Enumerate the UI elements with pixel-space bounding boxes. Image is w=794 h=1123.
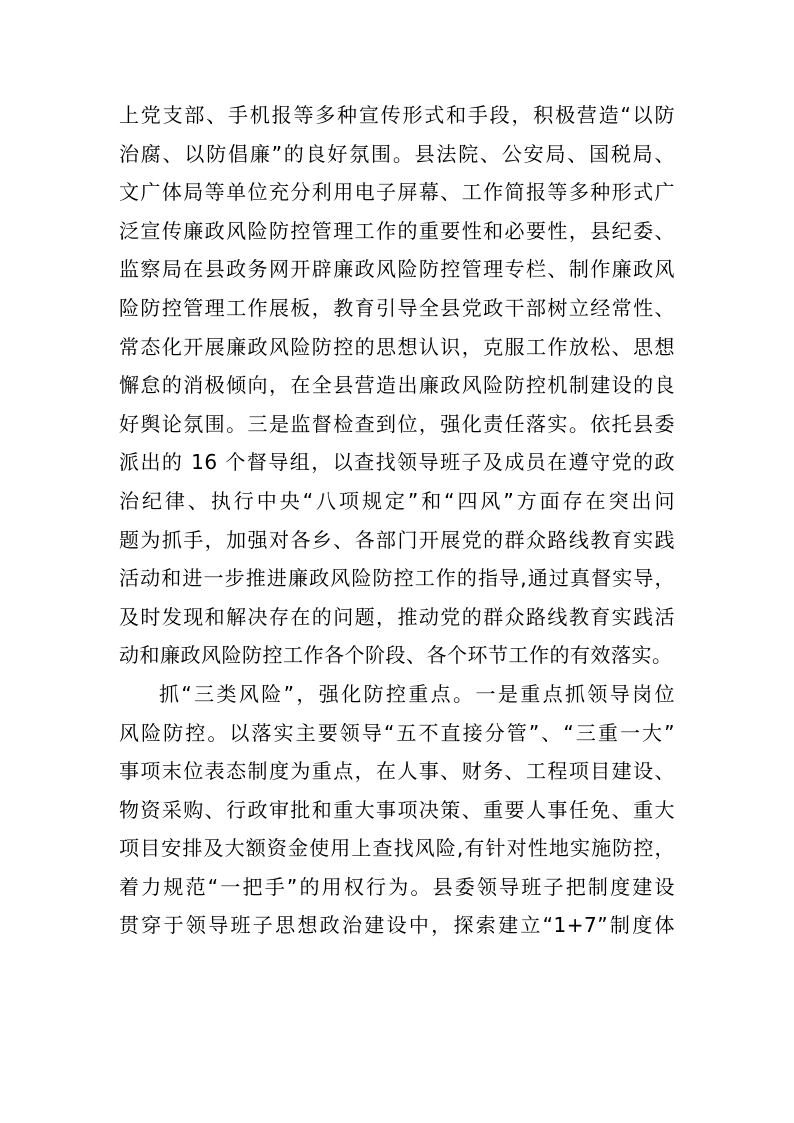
text-line: 项目安排及大额资金使用上查找风险,有针对性地实施防控， bbox=[119, 836, 675, 861]
text-line: 物资采购、行政审批和重大事项决策、重要人事任免、重大 bbox=[119, 797, 675, 822]
text-line: 风险防控。以落实主要领导“五不直接分管”、“三重一大” bbox=[119, 720, 675, 745]
text-line: 动和廉政风险防控工作各个阶段、各个环节工作的有效落实。 bbox=[119, 643, 673, 668]
text-line: 着力规范“一把手”的用权行为。县委领导班子把制度建设 bbox=[119, 874, 675, 899]
text-line: 常态化开展廉政风险防控的思想认识，克服工作放松、思想 bbox=[119, 334, 675, 359]
text-line: 活动和进一步推进廉政风险防控工作的指导,通过真督实导， bbox=[119, 566, 675, 591]
text-line: 上党支部、手机报等多种宣传形式和手段，积极营造“以防 bbox=[119, 103, 675, 127]
text-line: 治纪律、执行中央“八项规定”和“四风”方面存在突出问 bbox=[119, 488, 675, 513]
text-line: 好舆论氛围。三是监督检查到位，强化责任落实。依托县委 bbox=[119, 411, 675, 436]
text-line: 文广体局等单位充分利用电子屏幕、工作简报等多种形式广 bbox=[119, 180, 675, 205]
text-line: 派出的 16 个督导组，以查找领导班子及成员在遵守党的政 bbox=[119, 450, 675, 475]
text-line: 及时发现和解决存在的问题，推动党的群众路线教育实践活 bbox=[119, 604, 675, 629]
text-line: 泛宣传廉政风险防控管理工作的重要性和必要性，县纪委、 bbox=[119, 218, 675, 243]
paragraph-first-line: 抓“三类风险”，强化防控重点。一是重点抓领导岗位 bbox=[159, 681, 675, 706]
body-text bbox=[119, 96, 675, 945]
text-line: 贯穿于领导班子思想政治建设中，探索建立“1+7”制度体 bbox=[119, 913, 675, 938]
text-line: 治腐、以防倡廉”的良好氛围。县法院、公安局、国税局、 bbox=[119, 141, 675, 166]
text-line: 事项末位表态制度为重点，在人事、财务、工程项目建设、 bbox=[119, 759, 675, 784]
text-line: 懈怠的消极倾向，在全县营造出廉政风险防控机制建设的良 bbox=[119, 373, 675, 398]
text-line: 监察局在县政务网开辟廉政风险防控管理专栏、制作廉政风 bbox=[119, 257, 675, 282]
text-line: 险防控管理工作展板，教育引导全县党政干部树立经常性、 bbox=[119, 295, 675, 320]
text-line: 题为抓手，加强对各乡、各部门开展党的群众路线教育实践 bbox=[119, 527, 675, 552]
